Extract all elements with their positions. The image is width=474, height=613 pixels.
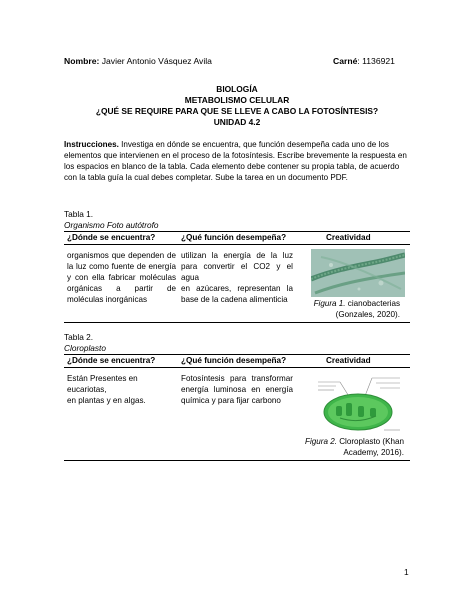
table1-where-line: la luz como fuente de energía <box>67 261 176 271</box>
table1-where-line: orgánicas a partir de <box>67 283 176 293</box>
cyanobacteria-illustration <box>311 249 405 297</box>
table1-function-line: en azúcares, representan la <box>181 283 293 293</box>
topic-title: METABOLISMO CELULAR <box>184 95 290 105</box>
carne-label: Carné <box>333 56 358 66</box>
table1-header-creativity: Creatividad <box>326 233 371 242</box>
student-id <box>333 56 395 66</box>
course-title: BIOLOGÍA <box>216 84 258 94</box>
instructions-paragraph <box>64 139 409 183</box>
chloroplast-image <box>310 372 406 436</box>
table1-top-rule <box>64 231 410 232</box>
figure2-caption <box>280 436 404 458</box>
table2-function-line: Fotosíntesis para transformar <box>181 374 293 383</box>
table2-header-creativity: Creatividad <box>326 356 371 365</box>
table1-header-where: ¿Dónde se encuentra? <box>67 233 156 242</box>
figure1-label: Figura 1. <box>313 299 346 308</box>
table1-where-cell <box>67 251 176 306</box>
unit-title: UNIDAD 4.2 <box>213 117 261 127</box>
table2-header-rule <box>64 367 410 368</box>
table2-bottom-rule <box>64 460 410 461</box>
figure1-caption <box>300 298 400 320</box>
table1-label: Tabla 1. <box>64 209 94 219</box>
figure2-label: Figura 2. <box>305 437 337 446</box>
table2-subtitle: Cloroplasto <box>64 343 106 353</box>
table1-function-line: base de la cadena alimenticia <box>181 294 288 304</box>
table1-subtitle: Organismo Foto autótrofo <box>64 220 159 230</box>
instructions-label: Instrucciones. <box>64 140 119 149</box>
table2-where-line: Están Presentes en eucariotas, <box>67 374 138 394</box>
table1-function-line: para convertir el CO2 y el agua <box>181 261 293 282</box>
figure2-source: Academy, 2016). <box>343 448 404 457</box>
table1-bottom-rule <box>64 322 410 323</box>
table2-header-where: ¿Dónde se encuentra? <box>67 356 156 365</box>
carne-value: : 1136921 <box>357 56 395 66</box>
figure1-caption-text: cianobacterias <box>345 299 400 308</box>
question-title: ¿QUÉ SE REQUIRE PARA QUE SE LLEVE A CABO LA FOTOSÍNTESIS? <box>95 106 379 116</box>
table2-function-cell <box>181 374 293 407</box>
table2-where-line: en plantas y en algas. <box>67 395 146 405</box>
table2-function-line: química y para fijar carbono <box>181 395 281 405</box>
cyanobacteria-image <box>311 249 405 297</box>
table2-function-line: energía luminosa en energía <box>181 384 293 394</box>
table2-label: Tabla 2. <box>64 332 94 342</box>
table2-header-function: ¿Qué función desempeña? <box>181 356 287 365</box>
table1-where-line: moléculas inorgánicas <box>67 294 148 304</box>
table1-where-line: y con ella fabricar moléculas <box>67 272 176 282</box>
table1-where-line: organismos que dependen de <box>67 251 176 260</box>
table1-function-cell <box>181 251 293 306</box>
table1-function-line: utilizan la energía de la luz <box>181 251 293 260</box>
student-name <box>64 56 212 66</box>
name-label: Nombre: <box>64 56 100 66</box>
table2-where-cell <box>67 374 179 407</box>
table2-top-rule <box>64 354 410 355</box>
name-value: Javier Antonio Vásquez Avila <box>101 56 212 66</box>
table1-header-function: ¿Qué función desempeña? <box>181 233 287 242</box>
figure1-source: (Gonzales, 2020). <box>335 310 400 319</box>
page-number: 1 <box>404 567 409 577</box>
figure2-caption-text: Cloroplasto (Khan <box>336 437 404 446</box>
chloroplast-illustration <box>310 372 406 436</box>
instructions-text: Investiga en dónde se encuentra, que función desempeña cada uno de los elementos que intervienen en el proceso de la fotosíntesis. Escribe brevemente la respuesta en los espacios en blanco de la tabla. Cada elemento debe contener su propia tabla, de acuerdo con la tabla guía la cual debes completar. Sube la tarea en un documento PDF. <box>64 140 407 183</box>
table1-header-rule <box>64 244 410 245</box>
